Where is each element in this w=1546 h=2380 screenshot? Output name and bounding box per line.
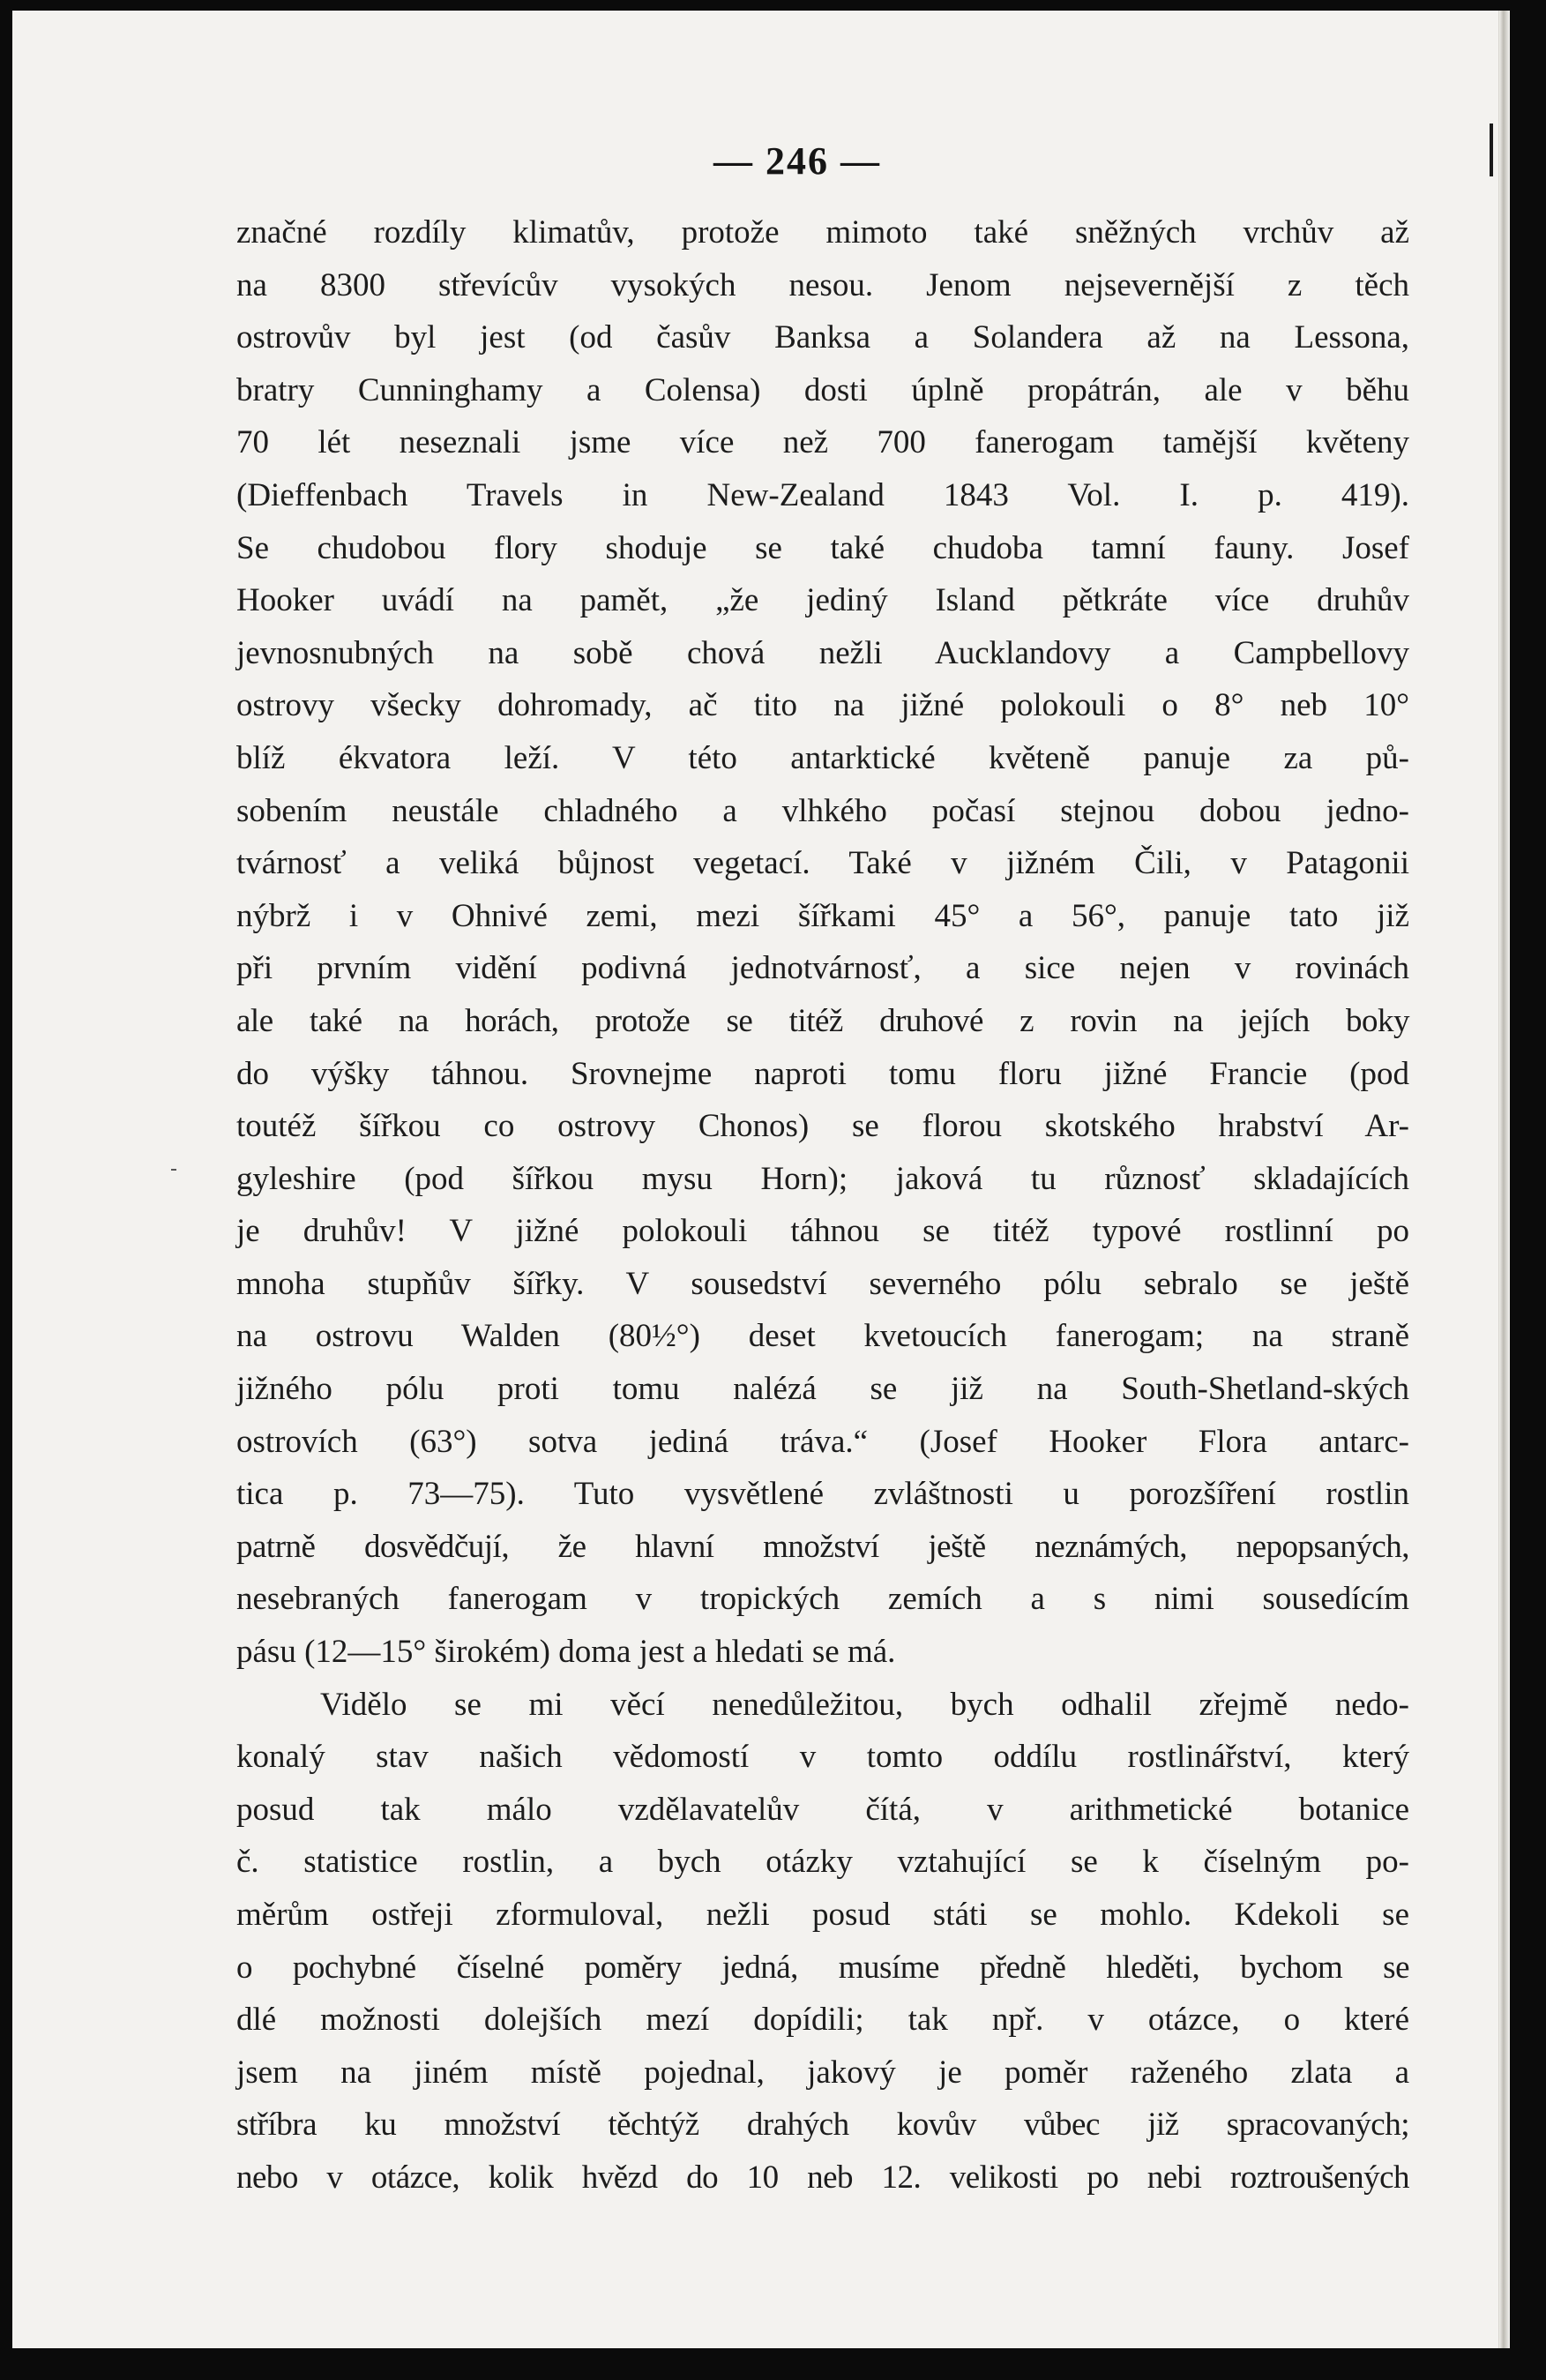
text-line: Vidělo se mi věcí nenedůležitou, bych odhalil zřejmě nedo- bbox=[320, 1686, 1409, 1723]
text-line: jsem na jiném místě pojednal, jakový je poměr raženého zlata a bbox=[236, 2054, 1409, 2091]
text-line: posud tak málo vzdělavatelův čítá, v arithmetické botanice bbox=[236, 1791, 1409, 1828]
text-line: dlé možnosti dolejších mezí dopídili; tak npř. v otázce, o které bbox=[236, 2002, 1409, 2039]
text-line: nesebraných fanerogam v tropických zemích a s nimi sousedícím bbox=[236, 1581, 1409, 1618]
text-line: jižného pólu proti tomu nalézá se již na South-Shetland-ských bbox=[236, 1371, 1409, 1408]
book-page bbox=[12, 11, 1501, 2348]
text-line: konalý stav našich vědomostí v tomto oddílu rostlinářství, který bbox=[236, 1739, 1409, 1776]
text-line: bratry Cunninghamy a Colensa) dosti úplně propátrán, ale v běhu bbox=[236, 371, 1409, 408]
text-line: sobením neustále chladného a vlhkého počasí stejnou dobou jedno- bbox=[236, 792, 1409, 829]
text-line: 70 lét neseznali jsme více než 700 fanerogam tamější květeny bbox=[236, 424, 1409, 461]
text-line: ostrovích (63°) sotva jediná tráva.“ (Josef Hooker Flora antarc- bbox=[236, 1423, 1409, 1460]
text-line: mnoha stupňův šířky. V sousedství severného pólu sebralo se ještě bbox=[236, 1265, 1409, 1302]
text-line: na 8300 střevícův vysokých nesou. Jenom nejsevernější z těch bbox=[236, 266, 1409, 303]
text-line: Hooker uvádí na pamět, „že jediný Island pětkráte více druhův bbox=[236, 582, 1409, 619]
text-line: gyleshire (pod šířkou mysu Horn); jaková tu různosť skladajících bbox=[236, 1160, 1409, 1197]
text-line: (Dieffenbach Travels in New-Zealand 1843 Vol. I. p. 419). bbox=[236, 476, 1409, 513]
text-line: stříbra ku množství těchtýž drahých kovův vůbec již spracovaných; bbox=[236, 2107, 1409, 2144]
page-edge bbox=[1499, 11, 1510, 2348]
text-line: ostrovy všecky dohromady, ač tito na jižné polokouli o 8° neb 10° bbox=[236, 687, 1409, 724]
text-line: tica p. 73—75). Tuto vysvětlené zvláštnosti u porozšíření rostlin bbox=[236, 1476, 1409, 1513]
text-line: značné rozdíly klimatův, protože mimoto také sněžných vrchův až bbox=[236, 214, 1409, 251]
text-line: je druhův! V jižné polokouli táhnou se titéž typové rostlinní po bbox=[236, 1213, 1409, 1250]
text-line: blíž ékvatora leží. V této antarktické květeně panuje za pů- bbox=[236, 739, 1409, 776]
text-line: o pochybné číselné poměry jedná, musíme předně hleděti, bychom se bbox=[236, 1949, 1409, 1986]
text-line: nebo v otázce, kolik hvězd do 10 neb 12. velikosti po nebi roztroušených bbox=[236, 2159, 1409, 2196]
text-line: při prvním vidění podivná jednotvárnosť, a sice nejen v rovinách bbox=[236, 950, 1409, 987]
text-line: nýbrž i v Ohnivé zemi, mezi šířkami 45° a 56°, panuje tato již bbox=[236, 897, 1409, 934]
text-line: do výšky táhnou. Srovnejme naproti tomu floru jižné Francie (pod bbox=[236, 1055, 1409, 1092]
text-line: ale také na horách, protože se titéž druhové z rovin na jejích boky bbox=[236, 1002, 1409, 1039]
text-line: pásu (12—15° širokém) doma jest a hledati se má. bbox=[236, 1634, 896, 1671]
body-text bbox=[236, 206, 1409, 2204]
page-number: — 246 — bbox=[713, 139, 881, 183]
text-line: tvárnosť a veliká bůjnost vegetací. Také v jižném Čili, v Patagonii bbox=[236, 845, 1409, 882]
text-line: na ostrovu Walden (80½°) deset kvetoucích fanerogam; na straně bbox=[236, 1318, 1409, 1355]
text-line: ostrovův byl jest (od časův Banksa a Solandera až na Lessona, bbox=[236, 319, 1409, 356]
edge-mark bbox=[1490, 123, 1493, 176]
text-line: toutéž šířkou co ostrovy Chonos) se florou skotského hrabství Ar- bbox=[236, 1108, 1409, 1145]
text-line: měrům ostřeji zformuloval, nežli posud státi se mohlo. Kdekoli se bbox=[236, 1897, 1409, 1933]
text-line: jevnosnubných na sobě chová nežli Aucklandovy a Campbellovy bbox=[236, 634, 1409, 671]
text-line: č. statistice rostlin, a bych otázky vztahující se k číselným po- bbox=[236, 1844, 1409, 1881]
text-line: patrně dosvědčují, že hlavní množství ještě neznámých, nepopsaných, bbox=[236, 1528, 1409, 1565]
text-line: Se chudobou flory shoduje se také chudoba tamní fauny. Josef bbox=[236, 529, 1409, 566]
margin-mark bbox=[171, 1169, 176, 1171]
